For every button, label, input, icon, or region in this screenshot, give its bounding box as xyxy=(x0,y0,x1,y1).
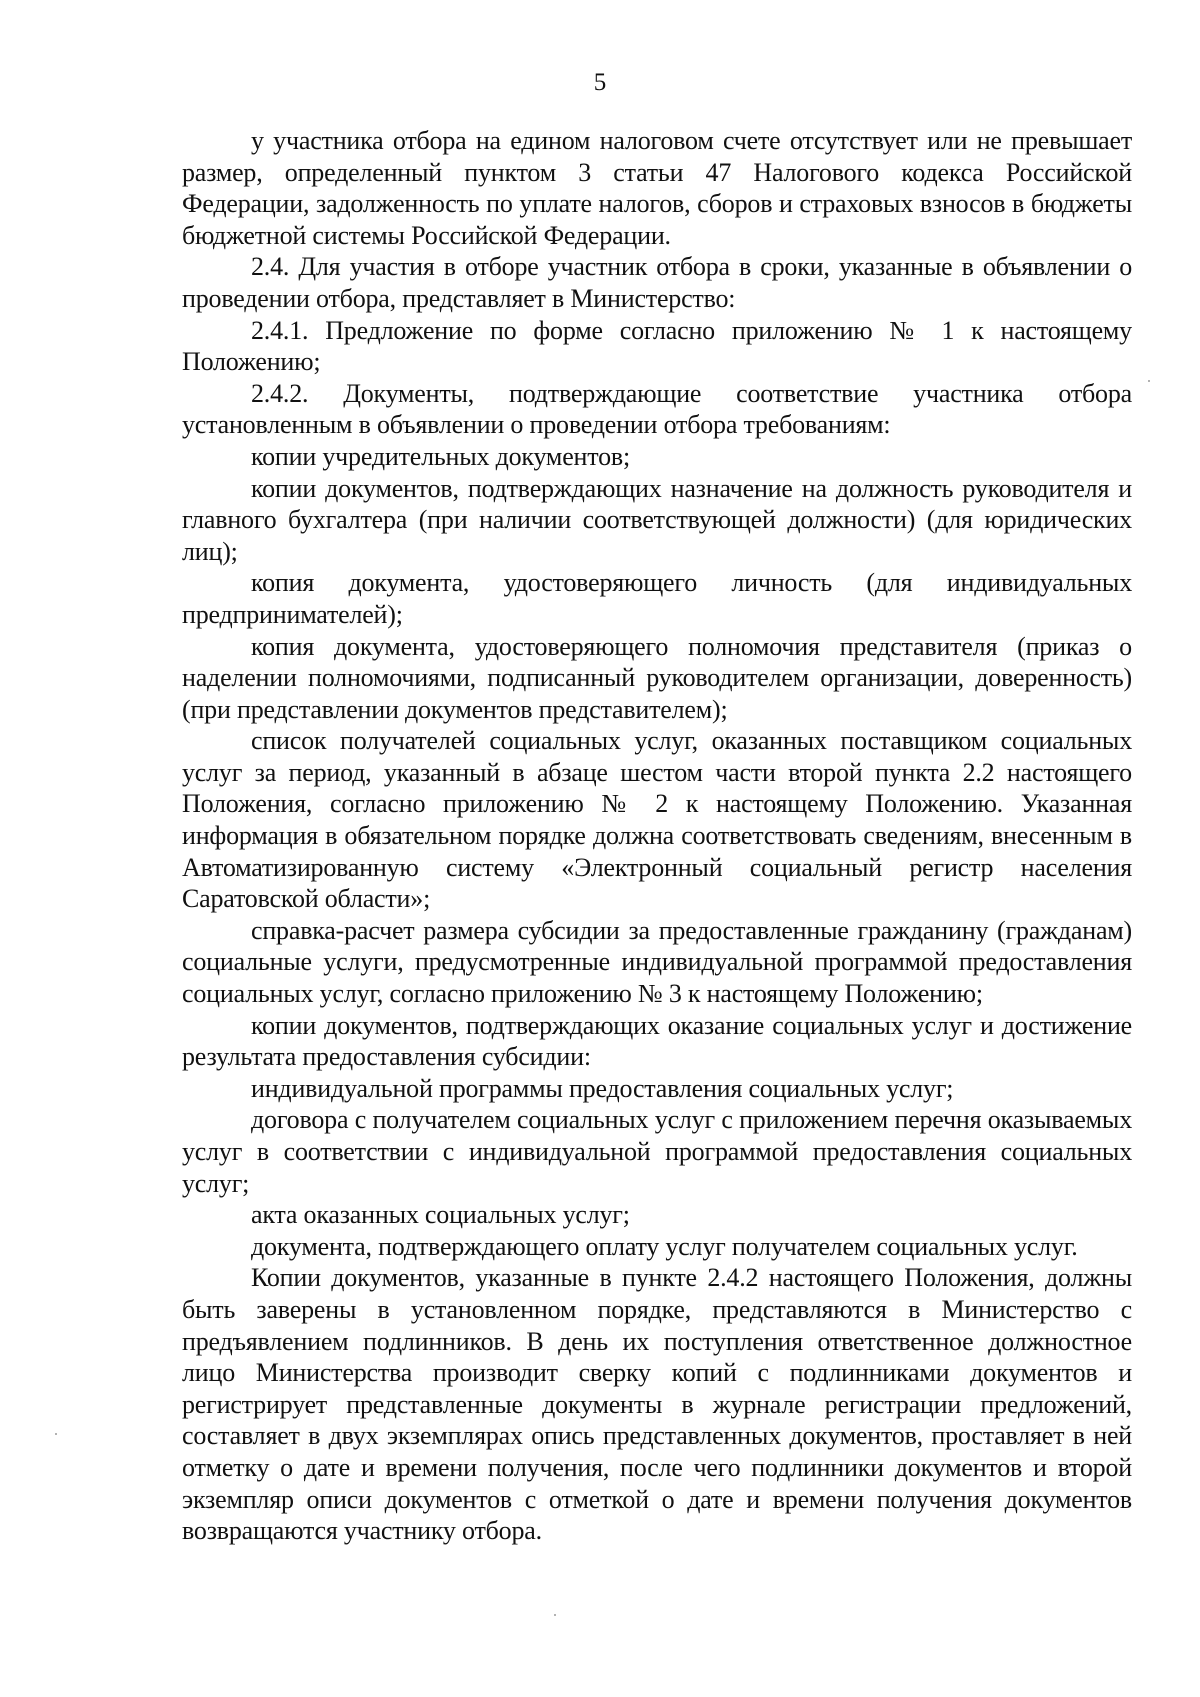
paragraph-copies-certification: Копии документов, указанные в пункте 2.4.2 настоящего Положения, должны быть заверены в установленном порядке, представляются в Министерство с предъявлением подлинников. В день их поступления ответственное должностное лицо Министерства производит сверку копий с подлинниками документов и регистрирует представленные документы в журнале регистрации предложений, составляет в двух экземплярах опись представленных документов, проставляет в ней отметку о дате и времени получения, после чего подлинники документов и второй экземпляр описи документов с отметкой о дате и времени получения документов возвращаются участнику отбора. xyxy=(182,1263,1132,1546)
paragraph-2-4: 2.4. Для участия в отборе участник отбора в сроки, указанные в объявлении о проведении отбора, представляет в Министерство: xyxy=(182,252,1132,313)
list-item-recipients-list: список получателей социальных услуг, оказанных поставщиком социальных услуг за период, указанный в абзаце шестом части второй пункта 2.2 настоящего Положения, согласно приложению № 2 к настоящему Положению. Указанная информация в обязательном порядке должна соответствовать сведениям, внесенным в Автоматизированную систему «Электронный социальный регистр населения Саратовской области»; xyxy=(182,726,1132,914)
list-item-service-act: акта оказанных социальных услуг; xyxy=(251,1200,630,1230)
paragraph-tax-debt: у участника отбора на едином налоговом счете отсутствует или не превышает размер, определенный пунктом 3 статьи 47 Налогового кодекса Российской Федерации, задолженность по уплате налогов, сборов и страховых взносов в бюджеты бюджетной системы Российской Федерации. xyxy=(182,126,1132,250)
list-item-subsidy-calculation: справка-расчет размера субсидии за предоставленные гражданину (гражданам) социальные услуги, предусмотренные индивидуальной программой предоставления социальных услуг, согласно приложению № 3 к настоящему Положению; xyxy=(182,915,1132,1009)
paragraph-2-4-1: 2.4.1. Предложение по форме согласно приложению № 1 к настоящему Положению; xyxy=(182,315,1132,377)
list-item-payment-document: документа, подтверждающего оплату услуг получателем социальных услуг. xyxy=(251,1231,1078,1261)
document-body xyxy=(182,125,1132,1547)
list-item-identity-document: копия документа, удостоверяющего личность (для индивидуальных предпринимателей); xyxy=(182,568,1132,629)
list-item-appointment-documents: копии документов, подтверждающих назначение на должность руководителя и главного бухгалтера (при наличии соответствующей должности) (для юридических лиц); xyxy=(182,473,1132,566)
page-number: 5 xyxy=(593,69,607,96)
list-item-individual-program: индивидуальной программы предоставления социальных услуг; xyxy=(251,1073,954,1103)
list-item-service-contract: договора с получателем социальных услуг с приложением перечня оказываемых услуг в соответствии с индивидуальной программой предоставления социальных услуг; xyxy=(182,1105,1132,1198)
scan-speck xyxy=(554,1614,556,1616)
list-item-representative-authority: копия документа, удостоверяющего полномочия представителя (приказ о наделении полномочиями, подписанный руководителем организации, доверенность) (при представлении документов представителем); xyxy=(182,631,1132,724)
scan-speck xyxy=(1148,380,1150,382)
paragraph-2-4-2: 2.4.2. Документы, подтверждающие соответствие участника отбора установленным в объявлении о проведении отбора требованиям: xyxy=(182,378,1132,440)
list-item-founding-documents: копии учредительных документов; xyxy=(251,441,630,471)
list-item-service-documents: копии документов, подтверждающих оказание социальных услуг и достижение результата предоставления субсидии: xyxy=(182,1010,1132,1072)
scan-speck xyxy=(55,1433,57,1435)
